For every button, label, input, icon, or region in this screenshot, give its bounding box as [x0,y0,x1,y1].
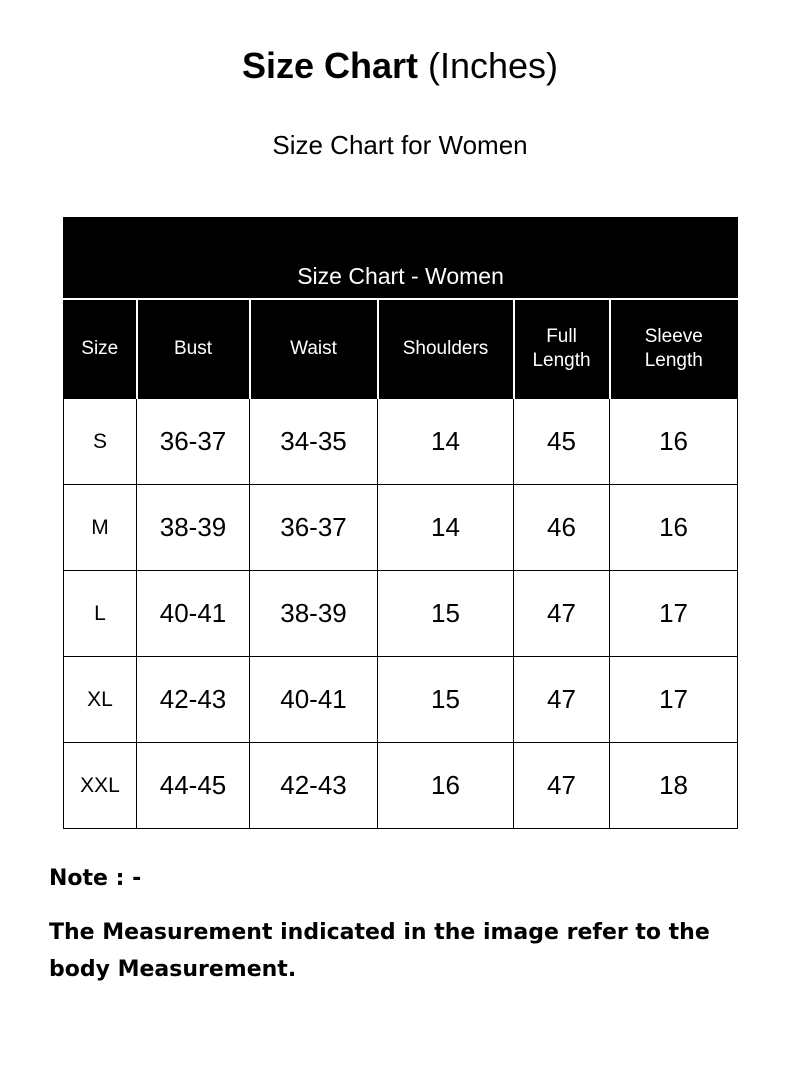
cell-waist: 36-37 [250,485,378,571]
cell-sleeve-length: 17 [610,571,738,657]
cell-sleeve-length: 17 [610,657,738,743]
cell-full-length: 47 [514,743,610,829]
cell-shoulders: 15 [378,571,514,657]
cell-waist: 42-43 [250,743,378,829]
cell-size: M [64,485,137,571]
table-caption-row [64,218,738,300]
title-unit: (Inches) [418,45,559,86]
page-title [0,44,800,88]
cell-bust: 40-41 [137,571,250,657]
cell-shoulders: 16 [378,743,514,829]
cell-full-length: 47 [514,571,610,657]
cell-full-length: 45 [514,399,610,485]
table-header-row [64,299,738,399]
title-bold: Size Chart [241,45,418,86]
cell-sleeve-length: 16 [610,485,738,571]
cell-sleeve-length: 18 [610,743,738,829]
column-header-sleeve-length: Sleeve Length [610,299,738,399]
cell-bust: 42-43 [137,657,250,743]
note-label: Note : - [49,866,142,891]
cell-size: XL [64,657,137,743]
size-chart-table [63,217,738,829]
note-text: The Measurement indicated in the image refer to the body Measurement. [49,920,710,982]
table-row [64,571,738,657]
column-header-size: Size [64,299,137,399]
cell-full-length: 47 [514,657,610,743]
cell-size: S [64,399,137,485]
cell-sleeve-length: 16 [610,399,738,485]
cell-bust: 38-39 [137,485,250,571]
cell-bust: 36-37 [137,399,250,485]
cell-size: XXL [64,743,137,829]
cell-full-length: 46 [514,485,610,571]
column-header-shoulders: Shoulders [378,299,514,399]
cell-size: L [64,571,137,657]
table-row [64,657,738,743]
cell-shoulders: 15 [378,657,514,743]
table-row [64,485,738,571]
table-caption: Size Chart - Women [64,218,738,300]
column-header-full-length: Full Length [514,299,610,399]
page-subtitle: Size Chart for Women [272,130,528,160]
cell-shoulders: 14 [378,485,514,571]
column-header-waist: Waist [250,299,378,399]
cell-waist: 40-41 [250,657,378,743]
cell-bust: 44-45 [137,743,250,829]
cell-waist: 34-35 [250,399,378,485]
table-row [64,399,738,485]
cell-waist: 38-39 [250,571,378,657]
cell-shoulders: 14 [378,399,514,485]
column-header-bust: Bust [137,299,250,399]
table-row [64,743,738,829]
